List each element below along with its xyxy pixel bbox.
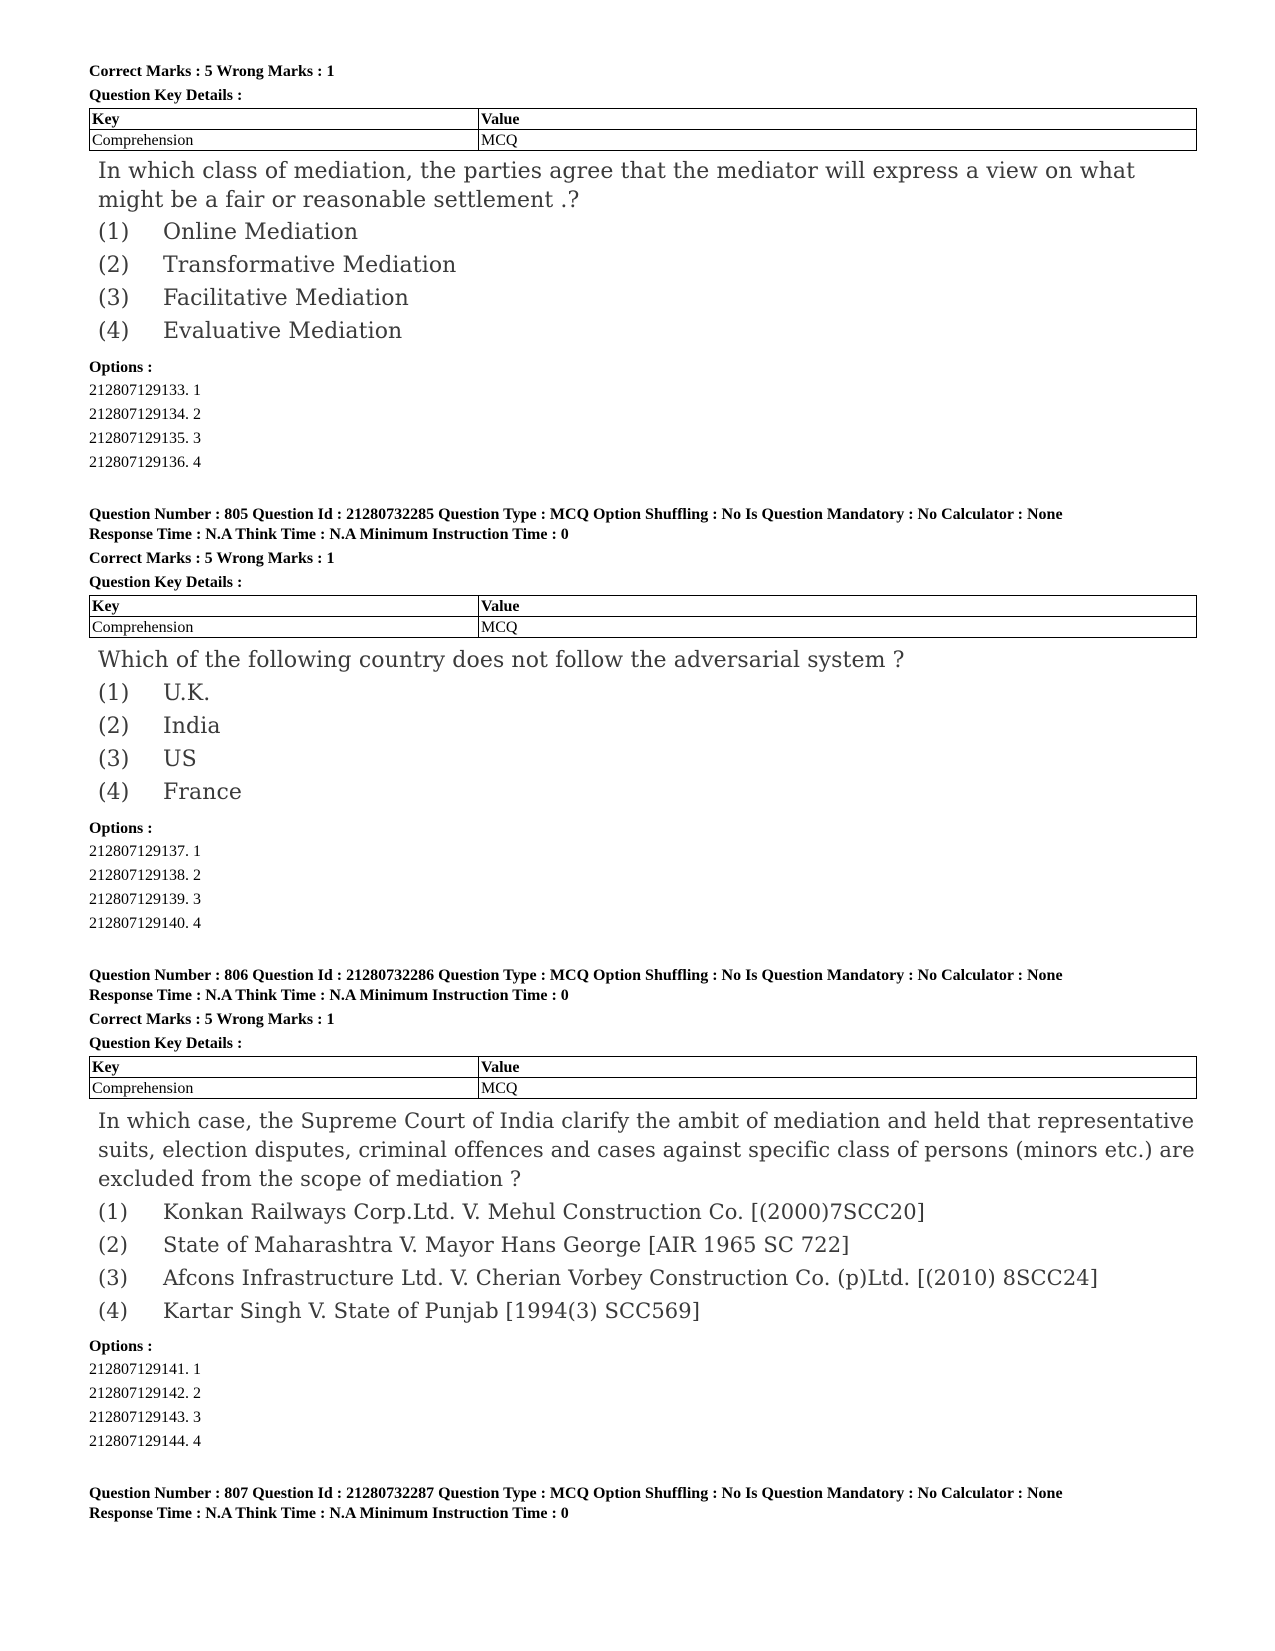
- choice-item: (2) State of Maharashtra V. Mayor Hans George [AIR 1965 SC 722]: [98, 1233, 850, 1257]
- option-id: 212807129136. 4: [89, 454, 201, 471]
- option-id: 212807129144. 4: [89, 1433, 201, 1450]
- option-id: 212807129138. 2: [89, 867, 201, 884]
- marks-line: Correct Marks : 5 Wrong Marks : 1: [89, 550, 335, 567]
- option-id: 212807129135. 3: [89, 430, 201, 447]
- choice-item: (3) US: [98, 747, 197, 772]
- marks-line: Correct Marks : 5 Wrong Marks : 1: [89, 1011, 335, 1028]
- option-id: 212807129141. 1: [89, 1361, 201, 1378]
- key-details-label: Question Key Details :: [89, 87, 243, 104]
- question-image: [89, 1099, 1197, 1332]
- option-id: 212807129134. 2: [89, 406, 201, 423]
- option-id: 212807129139. 3: [89, 891, 201, 908]
- options-label: Options :: [89, 359, 153, 376]
- question-header: Question Number : 805 Question Id : 21280732285 Question Type : MCQ Option Shuffling : No Is Question Mandatory : No Calculator : None: [89, 506, 1063, 523]
- table-header-row: [90, 109, 1197, 130]
- choice-item: (2) India: [98, 714, 221, 739]
- choice-item: (4) Evaluative Mediation: [98, 319, 403, 344]
- question-image: [89, 638, 1197, 814]
- table-row: [90, 130, 1197, 151]
- key-details-label: Question Key Details :: [89, 574, 243, 591]
- key-header: Key: [90, 1057, 479, 1078]
- table-row: [90, 1078, 1197, 1099]
- key-details-label: Question Key Details :: [89, 1035, 243, 1052]
- key-header: Key: [90, 109, 479, 130]
- value-header: Value: [479, 596, 1197, 617]
- choice-item: (3) Facilitative Mediation: [98, 286, 409, 311]
- key-details-table: [89, 108, 1197, 151]
- question-timing: Response Time : N.A Think Time : N.A Minimum Instruction Time : 0: [89, 987, 569, 1004]
- question-806: [89, 966, 1197, 1454]
- table-row: [90, 617, 1197, 638]
- table-header-row: [90, 1057, 1197, 1078]
- options-label: Options :: [89, 820, 153, 837]
- value-cell: MCQ: [479, 617, 1197, 638]
- question-header: Question Number : 807 Question Id : 21280732287 Question Type : MCQ Option Shuffling : No Is Question Mandatory : No Calculator : None: [89, 1485, 1063, 1502]
- question-text: Which of the following country does not follow the adversarial system ?: [98, 648, 905, 673]
- key-cell: Comprehension: [90, 1078, 479, 1099]
- value-header: Value: [479, 1057, 1197, 1078]
- key-cell: Comprehension: [90, 130, 479, 151]
- question-text: In which case, the Supreme Court of India clarify the ambit of mediation and held that representative suits, election disputes, criminal offences and cases against specific class of persons (minors etc.) are excluded from the scope of mediation ?: [98, 1109, 1195, 1191]
- question-text: In which class of mediation, the parties agree that the mediator will express a view on what might be a fair or reasonable settlement .?: [98, 159, 1136, 213]
- choice-item: (1) U.K.: [98, 681, 211, 706]
- choice-item: (4) France: [98, 780, 243, 805]
- choice-item: (4) Kartar Singh V. State of Punjab [1994(3) SCC569]: [98, 1299, 700, 1323]
- marks-line: Correct Marks : 5 Wrong Marks : 1: [89, 63, 335, 80]
- option-id: 212807129142. 2: [89, 1385, 201, 1402]
- option-id: 212807129137. 1: [89, 843, 201, 860]
- question-804: [89, 62, 1197, 475]
- option-id: 212807129143. 3: [89, 1409, 201, 1426]
- key-header: Key: [90, 596, 479, 617]
- option-id: 212807129140. 4: [89, 915, 201, 932]
- choice-item: (2) Transformative Mediation: [98, 253, 457, 278]
- value-cell: MCQ: [479, 130, 1197, 151]
- question-image: [89, 151, 1197, 353]
- question-header: Question Number : 806 Question Id : 21280732286 Question Type : MCQ Option Shuffling : No Is Question Mandatory : No Calculator : None: [89, 967, 1063, 984]
- question-timing: Response Time : N.A Think Time : N.A Minimum Instruction Time : 0: [89, 1505, 569, 1522]
- value-cell: MCQ: [479, 1078, 1197, 1099]
- choice-item: (1) Konkan Railways Corp.Ltd. V. Mehul Construction Co. [(2000)7SCC20]: [98, 1200, 925, 1224]
- key-details-table: [89, 1056, 1197, 1099]
- question-805: [89, 505, 1197, 936]
- option-id: 212807129133. 1: [89, 382, 201, 399]
- key-details-table: [89, 595, 1197, 638]
- question-807: [89, 1484, 1197, 1524]
- key-cell: Comprehension: [90, 617, 479, 638]
- table-header-row: [90, 596, 1197, 617]
- options-label: Options :: [89, 1338, 153, 1355]
- question-timing: Response Time : N.A Think Time : N.A Minimum Instruction Time : 0: [89, 526, 569, 543]
- choice-item: (3) Afcons Infrastructure Ltd. V. Cherian Vorbey Construction Co. (p)Ltd. [(2010) 8SCC24]: [98, 1266, 1099, 1290]
- document-page: [89, 62, 1197, 1524]
- choice-item: (1) Online Mediation: [98, 220, 359, 245]
- value-header: Value: [479, 109, 1197, 130]
